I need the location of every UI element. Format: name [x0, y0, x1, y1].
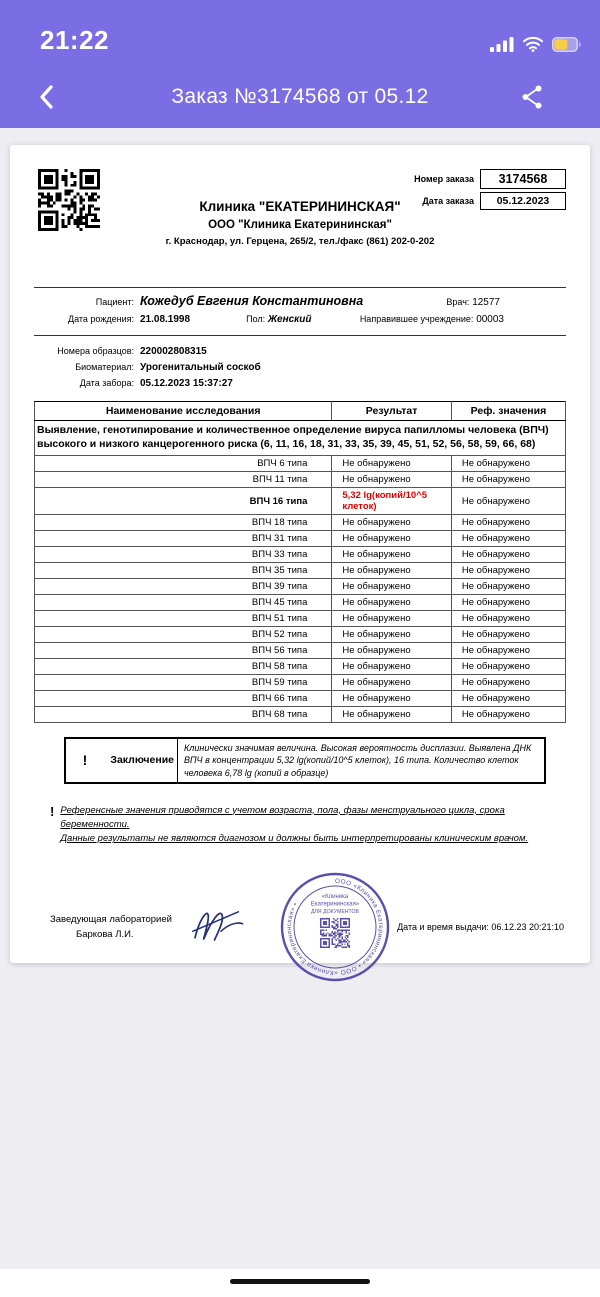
test-ref: Не обнаружено — [451, 707, 565, 723]
order-number-value: 3174568 — [480, 169, 566, 189]
test-result: Не обнаружено — [332, 515, 451, 531]
test-result: Не обнаружено — [332, 627, 451, 643]
reference-note-mark: ! — [50, 803, 55, 819]
table-row — [35, 643, 566, 659]
birth-label: Дата рождения: — [68, 314, 134, 324]
issue-label: Дата и время выдачи: — [397, 922, 489, 933]
collection-date-label: Дата забора: — [79, 378, 134, 388]
birth-value: 21.08.1998 — [140, 314, 191, 325]
test-name: ВПЧ 52 типа — [35, 627, 332, 643]
test-ref: Не обнаружено — [451, 456, 565, 472]
test-result: Не обнаружено — [332, 675, 451, 691]
biomaterial-value: Урогенитальный соскоб — [140, 362, 261, 373]
conclusion-text: Клинически значимая величина. Высокая вероятность дисплазии. Выявлена ДНК ВПЧ в концентрации 5,32 lg(копий/10^5 клеток), 16 типа. Количество клеток человека 6,78 lg (копий в образце) — [184, 743, 532, 778]
test-result: Не обнаружено — [332, 595, 451, 611]
status-bar — [0, 0, 600, 66]
issue-value: 06.12.23 20:21:10 — [491, 922, 564, 933]
stamp-qr-code — [320, 918, 350, 948]
divider — [34, 335, 566, 336]
test-ref: Не обнаружено — [451, 531, 565, 547]
header-test-name: Наименование исследования — [35, 402, 332, 421]
test-result: Не обнаружено — [332, 547, 451, 563]
reference-note-line2: Данные результаты не являются диагнозом и должны быть интерпретированы клиническим врачом. — [60, 833, 529, 845]
sample-block — [34, 346, 566, 389]
stamp-ring-text: ООО «Клиника Екатерининская» • ООО «Клиника Екатерининская» • — [285, 878, 384, 977]
share-button[interactable] — [520, 84, 544, 110]
table-row — [35, 707, 566, 723]
test-ref: Не обнаружено — [451, 691, 565, 707]
wifi-icon — [522, 36, 544, 52]
table-row — [35, 515, 566, 531]
test-result: Не обнаружено — [332, 563, 451, 579]
signature-row — [34, 870, 566, 984]
test-ref: Не обнаружено — [451, 611, 565, 627]
sex-value: Женский — [267, 314, 312, 325]
test-ref: Не обнаружено — [451, 595, 565, 611]
test-name: ВПЧ 31 типа — [35, 531, 332, 547]
issue-datetime — [397, 922, 564, 932]
test-name: ВПЧ 16 типа — [35, 488, 332, 515]
patient-name: Кожедуб Евгения Константиновна — [140, 294, 364, 308]
chevron-left-icon — [36, 82, 60, 112]
status-time: 21:22 — [40, 25, 109, 55]
test-result: Не обнаружено — [332, 691, 451, 707]
test-name: ВПЧ 18 типа — [35, 515, 332, 531]
conclusion-box — [64, 737, 546, 783]
header-ref: Реф. значения — [451, 402, 565, 421]
stamp-line2: Екатерининская» — [310, 901, 360, 908]
signature-scribble — [186, 901, 256, 953]
test-name: ВПЧ 56 типа — [35, 643, 332, 659]
doctor-value: 12577 — [472, 297, 500, 308]
lab-head-block — [50, 912, 190, 942]
test-name: ВПЧ 45 типа — [35, 595, 332, 611]
table-row — [35, 627, 566, 643]
table-row — [35, 563, 566, 579]
home-strip — [0, 1269, 600, 1297]
doctor-label: Врач: — [446, 297, 470, 307]
divider — [34, 287, 566, 288]
test-result: Не обнаружено — [332, 707, 451, 723]
test-name: ВПЧ 6 типа — [35, 456, 332, 472]
back-button[interactable] — [36, 82, 60, 112]
test-name: ВПЧ 66 типа — [35, 691, 332, 707]
share-icon — [520, 84, 544, 110]
test-ref: Не обнаружено — [451, 515, 565, 531]
test-name: ВПЧ 59 типа — [35, 675, 332, 691]
section-header-row — [35, 421, 566, 456]
test-name: ВПЧ 39 типа — [35, 579, 332, 595]
lab-report-document — [10, 145, 590, 977]
collection-date-value: 05.12.2023 15:37:27 — [140, 378, 233, 389]
table-header-row — [35, 402, 566, 421]
table-row — [35, 611, 566, 627]
test-name: ВПЧ 58 типа — [35, 659, 332, 675]
header-result: Результат — [332, 402, 451, 421]
biomaterial-label: Биоматериал: — [75, 362, 134, 372]
test-ref: Не обнаружено — [451, 488, 565, 515]
test-name: ВПЧ 68 типа — [35, 707, 332, 723]
table-row-positive — [35, 488, 566, 515]
order-date-label: Дата заказа — [422, 196, 474, 206]
table-row — [35, 579, 566, 595]
conclusion-label: Заключение — [104, 739, 178, 781]
test-name: ВПЧ 33 типа — [35, 547, 332, 563]
test-result: Не обнаружено — [332, 659, 451, 675]
nav-bar — [0, 66, 600, 128]
table-row — [35, 547, 566, 563]
lab-head-role: Заведующая лабораторией — [50, 914, 172, 926]
table-row — [35, 659, 566, 675]
table-row — [35, 595, 566, 611]
referral-label: Направившее учреждение: — [359, 314, 474, 324]
table-row — [35, 456, 566, 472]
test-ref: Не обнаружено — [451, 627, 565, 643]
test-result: Не обнаружено — [332, 611, 451, 627]
clinic-legal-name: ООО "Клиника Екатерининская" — [208, 219, 392, 231]
reference-note — [50, 804, 566, 847]
conclusion-mark: ! — [82, 752, 88, 769]
stamp-line1: «Клиника — [321, 894, 349, 901]
table-row — [35, 531, 566, 547]
test-result: Не обнаружено — [332, 531, 451, 547]
clinic-stamp — [278, 870, 392, 984]
clinic-name: Клиника "ЕКАТЕРИНИНСКАЯ" — [199, 199, 401, 214]
test-ref: Не обнаружено — [451, 563, 565, 579]
home-indicator[interactable] — [230, 1279, 370, 1284]
test-ref: Не обнаружено — [451, 659, 565, 675]
sex-label: Пол: — [246, 314, 266, 324]
test-ref: Не обнаружено — [451, 675, 565, 691]
section-title: Выявление, генотипирование и количественное определение вируса папилломы человека (ВПЧ) высокого и низкого канцерогенного риска (6, 11, 16, 18, 31, 33, 35, 39, 45, 51, 52, 56, 58, 59, 66, 68) — [35, 421, 566, 456]
stamp-line3: ДЛЯ ДОКУМЕНТОВ — [311, 909, 359, 916]
reference-note-line1: Референсные значения приводятся с учетом возраста, пола, фазы менструального цикла, срока беременности. — [60, 804, 505, 830]
status-icons — [490, 36, 582, 56]
order-info — [351, 169, 566, 213]
qr-code — [38, 169, 100, 231]
order-number-label: Номер заказа — [414, 174, 474, 184]
test-result: Не обнаружено — [332, 643, 451, 659]
page-title: Заказ №3174568 от 05.12 — [171, 85, 429, 108]
lab-head-name: Баркова Л.И. — [76, 929, 134, 941]
test-result: Не обнаружено — [332, 472, 451, 488]
test-ref: Не обнаружено — [451, 643, 565, 659]
clinic-address: г. Краснодар, ул. Герцена, 265/2, тел./факс (861) 202-0-202 — [165, 236, 435, 247]
test-name: ВПЧ 11 типа — [35, 472, 332, 488]
test-result: 5,32 lg(копий/10^5 клеток) — [332, 488, 451, 515]
document-header — [34, 165, 566, 277]
test-result: Не обнаружено — [332, 579, 451, 595]
test-name: ВПЧ 51 типа — [35, 611, 332, 627]
cellular-signal-icon — [490, 37, 514, 52]
test-result: Не обнаружено — [332, 456, 451, 472]
test-ref: Не обнаружено — [451, 579, 565, 595]
patient-block — [34, 294, 566, 325]
table-row — [35, 472, 566, 488]
referral-value: 00003 — [476, 314, 504, 325]
results-table — [34, 401, 566, 723]
test-ref: Не обнаружено — [451, 547, 565, 563]
order-date-value: 05.12.2023 — [480, 192, 566, 210]
table-row — [35, 675, 566, 691]
sample-numbers-label: Номера образцов: — [57, 346, 134, 356]
battery-icon — [552, 37, 582, 52]
test-ref: Не обнаружено — [451, 472, 565, 488]
test-name: ВПЧ 35 типа — [35, 563, 332, 579]
table-row — [35, 691, 566, 707]
sample-numbers-value: 220002808315 — [140, 346, 207, 357]
patient-label: Пациент: — [95, 297, 134, 307]
